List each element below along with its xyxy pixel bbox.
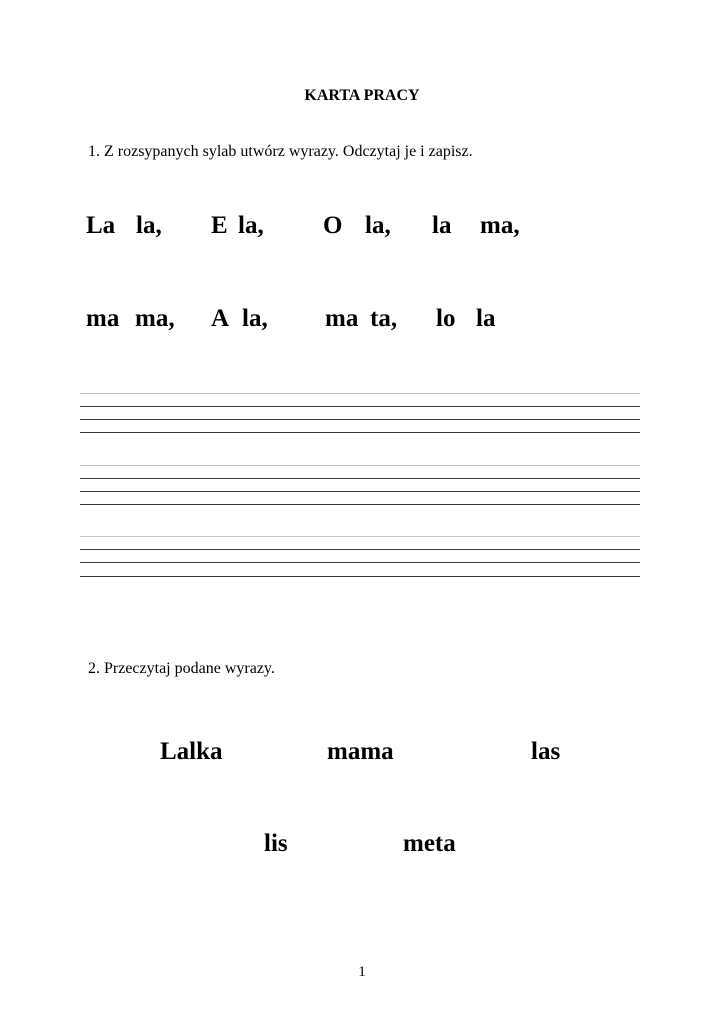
writing-line [80, 491, 640, 492]
writing-line [80, 576, 640, 577]
reading-word: mama [327, 738, 394, 765]
syllable: ma [325, 305, 359, 332]
writing-line [80, 504, 640, 505]
writing-line [80, 419, 640, 420]
syllable: La [86, 212, 116, 239]
syllable: la [432, 212, 452, 239]
syllable: ma, [480, 212, 520, 239]
page-number: 1 [358, 964, 366, 980]
reading-word: lis [264, 830, 288, 857]
reading-word: meta [403, 830, 456, 857]
syllable: ta, [370, 305, 398, 332]
page-title: KARTA PRACY [304, 87, 420, 104]
writing-line [80, 478, 640, 479]
writing-line [80, 406, 640, 407]
syllable: O [323, 212, 343, 239]
writing-line [80, 562, 640, 563]
exercise-2-instruction: 2. Przeczytaj podane wyrazy. [88, 660, 275, 677]
reading-word: Lalka [160, 738, 223, 765]
syllable: ma, [135, 305, 175, 332]
writing-line [80, 549, 640, 550]
writing-guide-line [80, 393, 640, 394]
syllable: la, [238, 212, 264, 239]
syllable: ma [86, 305, 120, 332]
reading-word: las [531, 738, 561, 765]
syllable: lo [436, 305, 456, 332]
syllable: la, [136, 212, 162, 239]
writing-line [80, 432, 640, 433]
writing-guide-line [80, 465, 640, 466]
syllable: la [476, 305, 496, 332]
writing-guide-line [80, 536, 640, 537]
syllable: la, [365, 212, 391, 239]
exercise-1-instruction: 1. Z rozsypanych sylab utwórz wyrazy. Odczytaj je i zapisz. [88, 143, 473, 160]
syllable: A [211, 305, 230, 332]
syllable: la, [242, 305, 268, 332]
syllable: E [211, 212, 228, 239]
